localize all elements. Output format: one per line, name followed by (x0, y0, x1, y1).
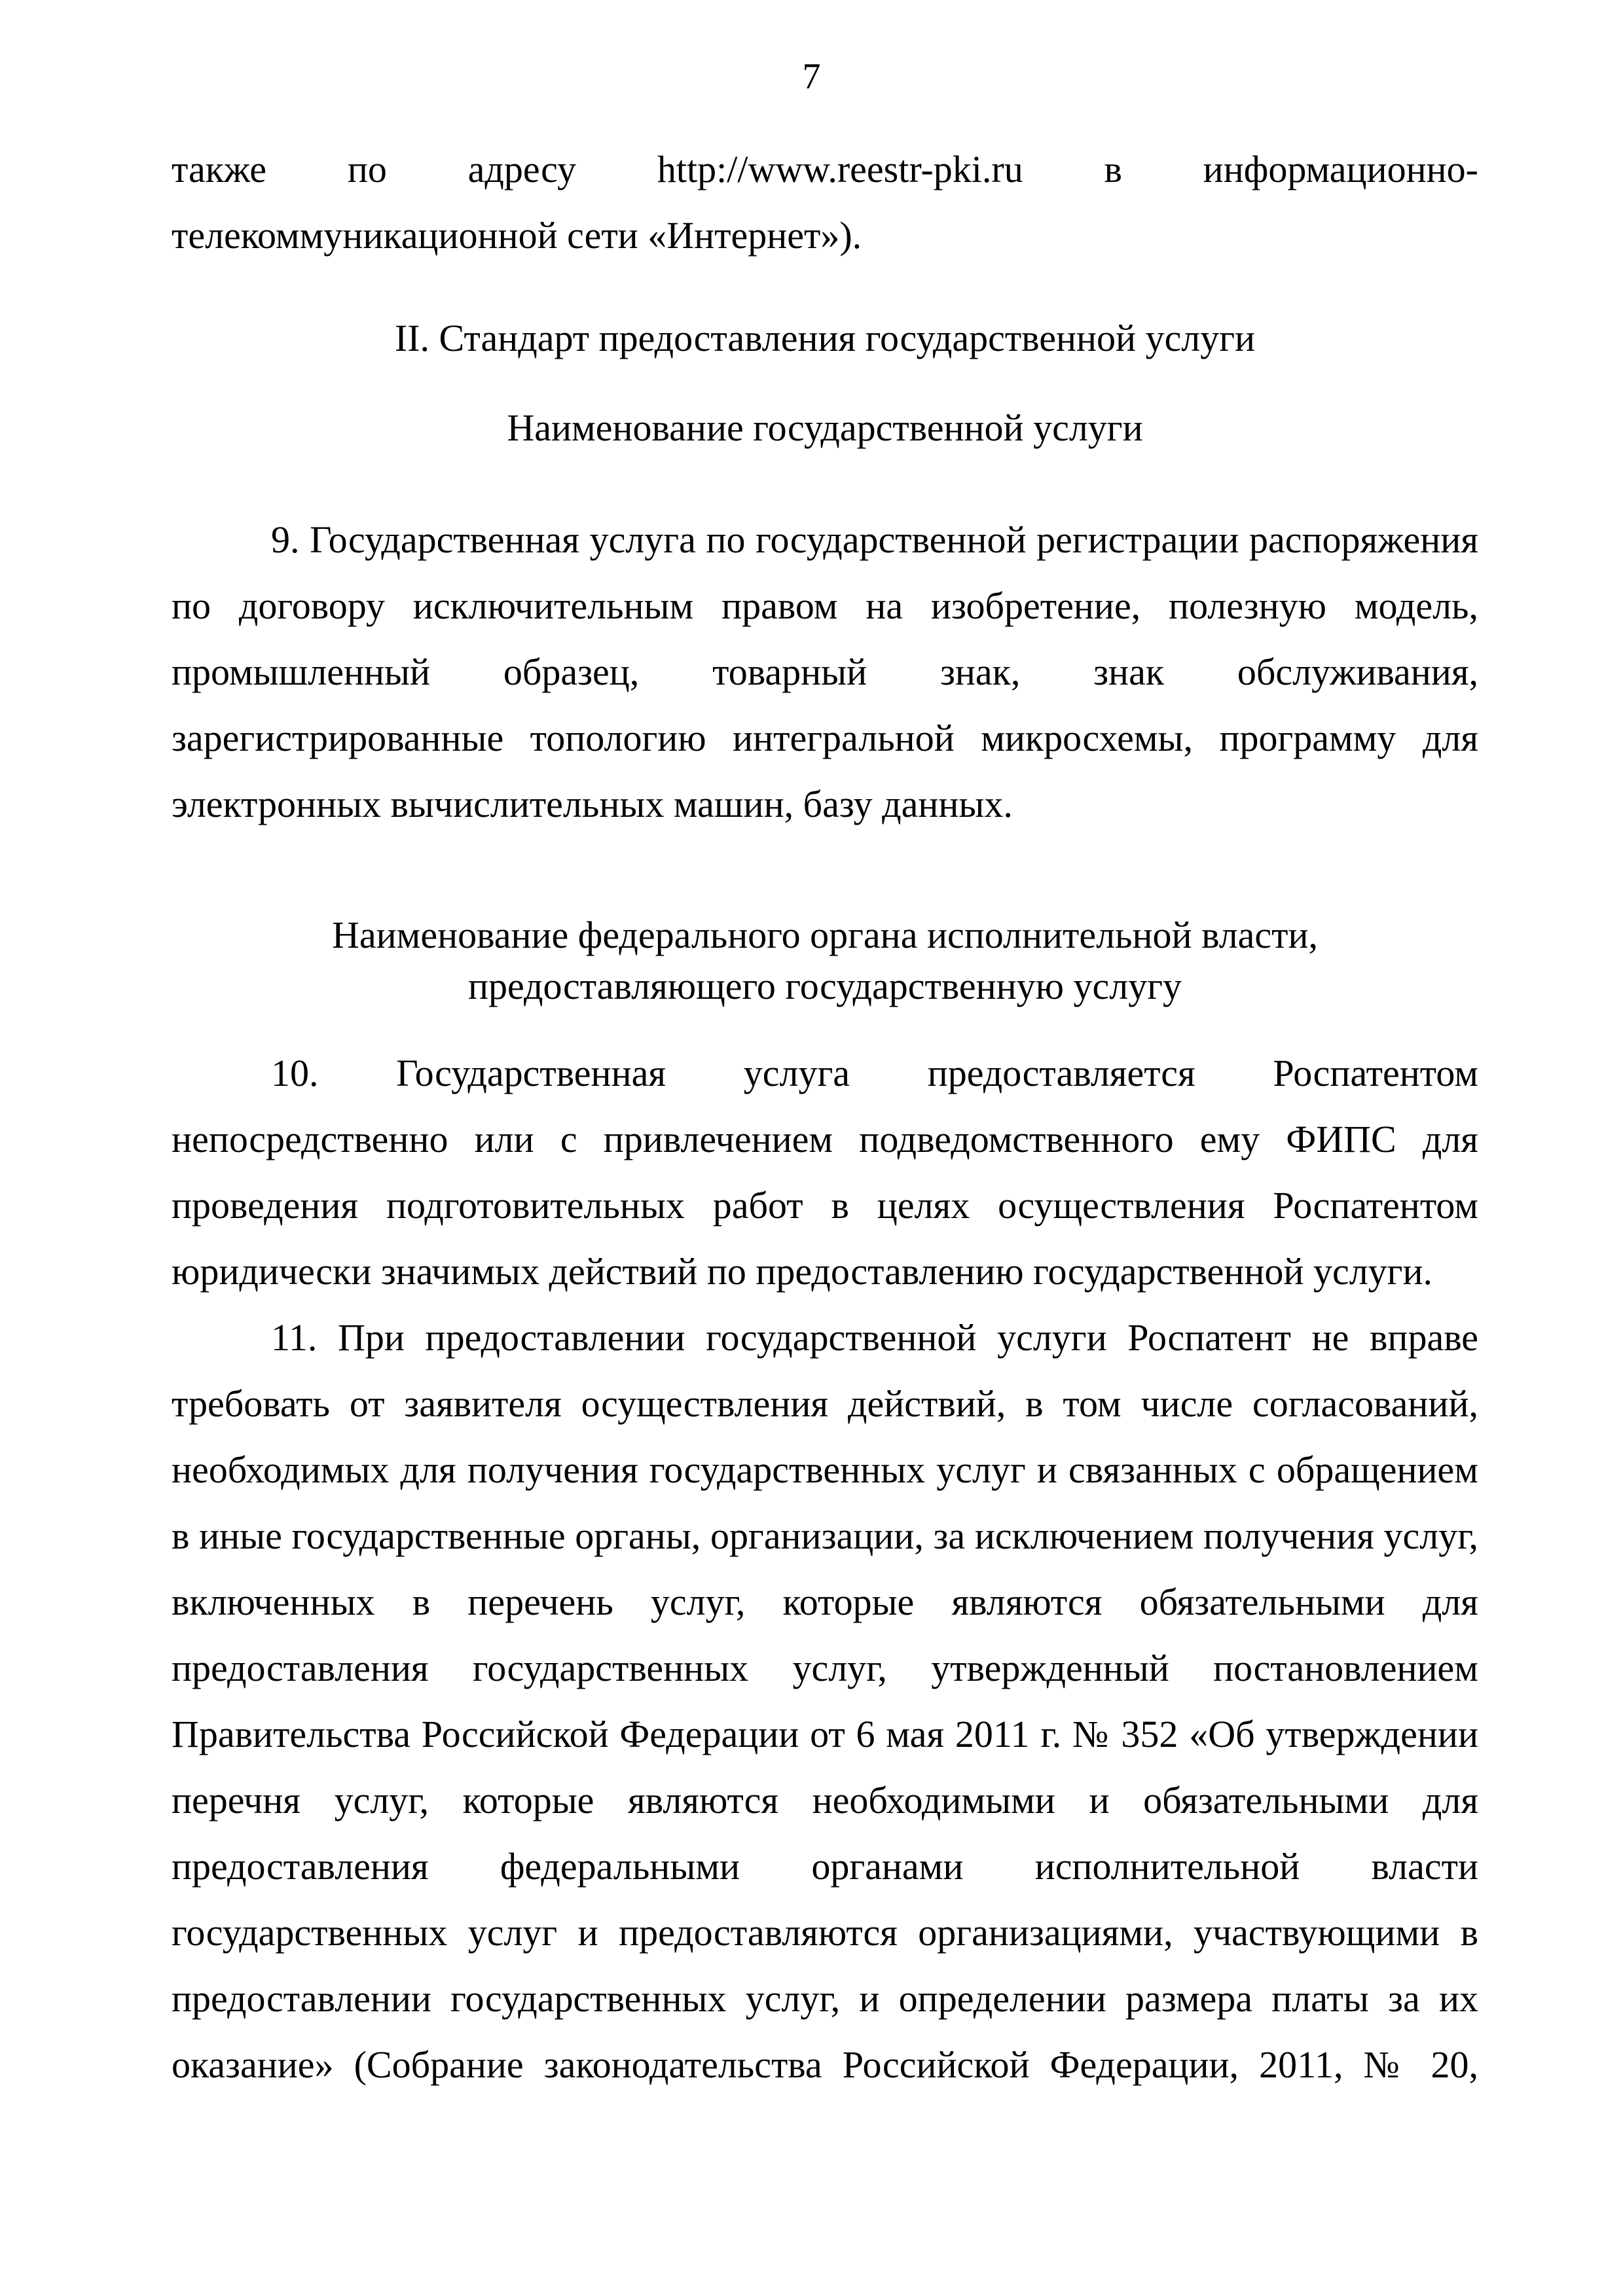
continuation-paragraph-end (172, 202, 1478, 268)
paragraph-10: 10. Государственная услуга предоставляется Роспатентом непосредственно или с привлечением подведомственного ему ФИПС для проведения подготовительных работ в целях осуществления Роспатентом юридически значимых действий по предоставлению государственной услуги. (172, 1052, 1478, 1293)
paragraph-9: 9. Государственная услуга по государственной регистрации распоряжения по договору исключительным правом на изобретение, полезную модель, промышленный образец, товарный знак, знак обслуживания, зарегистрированные топологию интегральной микросхемы, программу для электронных вычислительных машин, базу данных. (172, 518, 1478, 825)
subheading-service-name: Наименование государственной услуги (507, 406, 1143, 449)
subheading-authority-line-2: предоставляющего государственную услугу (468, 965, 1182, 1007)
subheading-authority (172, 910, 1478, 1012)
continuation-line-1: также по адресу http://www.reestr-pki.ru в информационно- (172, 148, 1478, 190)
page-number: 7 (802, 56, 821, 97)
subheading-authority-line-1: Наименование федерального органа исполнительной власти, (331, 914, 1319, 956)
paragraph-11: 11. При предоставлении государственной услуги Роспатент не вправе требовать от заявителя осуществления действий, в том числе согласований, необходимых для получения государственных услуг и связанных с обращением в иные государственные органы, организации, за исключением получения услуг, включенных в перечень услуг, которые являются обязательными для предоставления государственных услуг, утвержденный постановлением Правительства Российской Федерации от 6 мая 2011 г. № 352 «Об утверждении перечня услуг, которые являются необходимыми и обязательными для предоставления федеральными органами исполнительной власти государственных услуг и предоставляются организациями, участвующими в предоставлении государственных услуг, и определении размера платы за их оказание» (Собрание законодательства Российской Федерации, 2011, № 20, (172, 1316, 1478, 2086)
continuation-paragraph (172, 136, 1478, 202)
continuation-line-2: телекоммуникационной сети «Интернет»). (172, 214, 862, 257)
section-title: II. Стандарт предоставления государственной услуги (394, 317, 1256, 359)
